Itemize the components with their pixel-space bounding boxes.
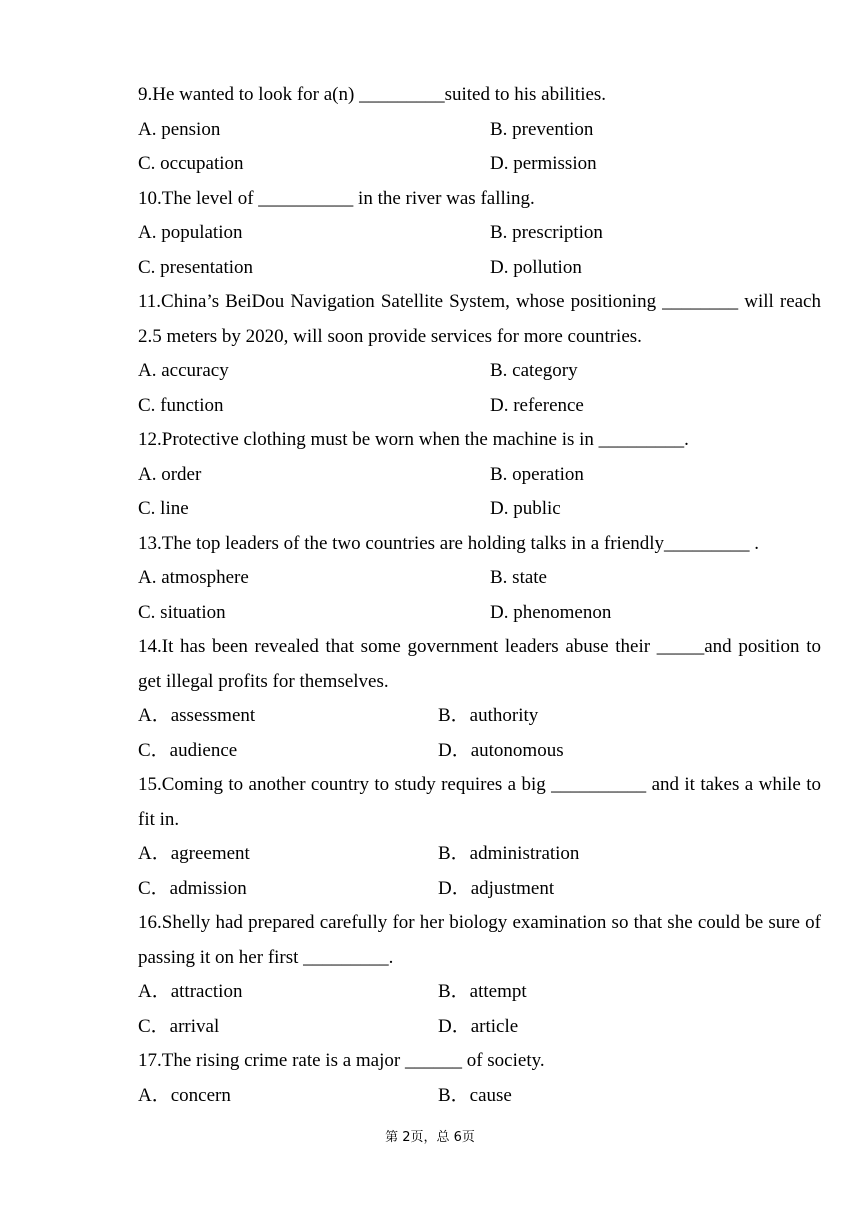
option-d: D．autonomous (438, 739, 564, 761)
question-stem: 14.It has been revealed that some government leaders abuse their _____and position to get illegal profits for themselves. (138, 636, 821, 692)
question-stem: 10.The level of __________ in the river was falling. (138, 187, 535, 209)
option-b: B．cause (438, 1084, 512, 1106)
option-c: C．arrival (138, 1015, 220, 1037)
option-c: C. line (138, 498, 189, 519)
question-14 (138, 630, 821, 768)
option-d: D. reference (490, 394, 584, 416)
option-a: A．concern (138, 1084, 231, 1106)
option-d: D．adjustment (438, 877, 555, 899)
option-c: C. function (138, 394, 224, 416)
question-list (138, 78, 821, 1113)
question-stem: 11.China’s BeiDou Navigation Satellite System, whose positioning ________ will reach 2.5 meters by 2020, will soon provide services for more countries. (138, 291, 821, 347)
question-15 (138, 768, 821, 906)
option-b: B. category (490, 360, 578, 381)
option-b: B. prescription (490, 222, 603, 243)
option-d: D. phenomenon (490, 601, 612, 623)
option-b: B．attempt (438, 981, 527, 1002)
question-16 (138, 906, 821, 1044)
question-stem: 13.The top leaders of the two countries are holding talks in a friendly_________ . (138, 532, 760, 554)
option-c: C. occupation (138, 153, 244, 174)
question-12 (138, 423, 821, 527)
option-b: B. prevention (490, 118, 594, 140)
option-d: D. permission (490, 153, 597, 174)
option-b: B．authority (438, 705, 539, 726)
option-c: C．admission (138, 877, 247, 899)
option-d: D. public (490, 498, 561, 519)
question-stem: 16.Shelly had prepared carefully for her biology examination so that she could be sure of passing it on her first _________. (138, 912, 821, 968)
option-a: A．attraction (138, 981, 243, 1002)
option-b: B. state (490, 567, 547, 588)
question-9 (138, 78, 821, 182)
option-c: C. situation (138, 601, 226, 623)
option-c: C. presentation (138, 256, 254, 278)
question-11 (138, 285, 821, 423)
question-stem: 12.Protective clothing must be worn when the machine is in _________. (138, 429, 689, 450)
question-10 (138, 182, 821, 286)
option-d: D. pollution (490, 256, 582, 278)
question-stem: 15.Coming to another country to study requires a big __________ and it takes a while to fit in. (138, 774, 821, 830)
question-17 (138, 1044, 821, 1113)
question-stem: 17.The rising crime rate is a major ______ of society. (138, 1050, 545, 1071)
option-b: B. operation (490, 463, 584, 485)
option-d: D．article (438, 1015, 519, 1037)
option-b: B．administration (438, 843, 580, 864)
option-a: A. pension (138, 118, 221, 140)
option-a: A. accuracy (138, 360, 229, 381)
option-a: A. atmosphere (138, 567, 249, 588)
option-a: A．assessment (138, 705, 256, 726)
question-stem: 9.He wanted to look for a(n) _________suited to his abilities. (138, 84, 607, 105)
option-a: A. population (138, 222, 243, 243)
option-a: A．agreement (138, 843, 250, 864)
option-a: A. order (138, 463, 202, 485)
option-c: C．audience (138, 739, 238, 761)
question-13 (138, 527, 821, 631)
page-footer: 第 2页，总 6页 (385, 1130, 475, 1145)
